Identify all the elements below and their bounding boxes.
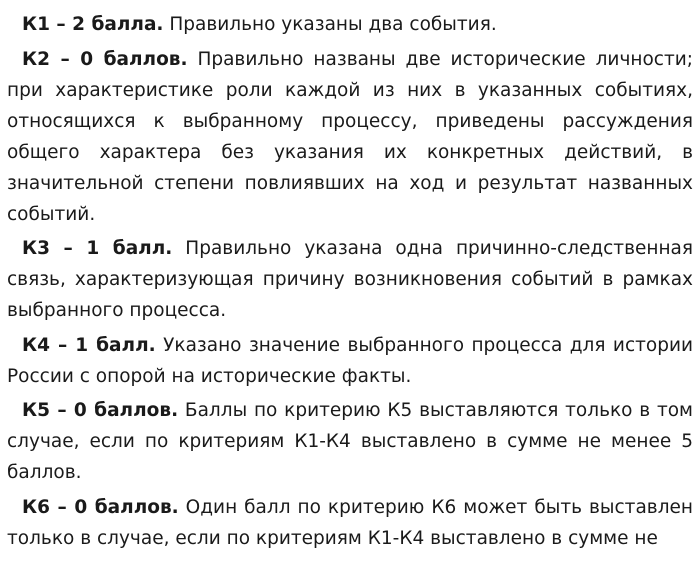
criterion-k4 bbox=[7, 330, 693, 392]
criterion-k5-label: К5 – 0 баллов. bbox=[22, 400, 179, 421]
criterion-k6-text: Один балл по критерию К6 может быть выставлен только в случае, если по критериям К1-К4 выставлено в сумме не bbox=[7, 496, 693, 549]
criterion-k1-text: Правильно указаны два события. bbox=[163, 14, 497, 35]
criterion-k3-label: К3 – 1 балл. bbox=[22, 238, 173, 259]
criterion-k4-label: К4 – 1 балл. bbox=[22, 334, 156, 356]
criterion-k3-text: Правильно указана одна причинно-следственная связь, характеризующая причину возникновения событий в рамках выбранного процесса. bbox=[7, 238, 694, 321]
criterion-k5 bbox=[7, 395, 693, 488]
criterion-k2-label: К2 – 0 баллов. bbox=[22, 48, 188, 70]
criterion-k6-label: К6 – 0 баллов. bbox=[22, 496, 179, 518]
criterion-k4-text: Указано значение выбранного процесса для истории России с опорой на исторические факты. bbox=[7, 334, 693, 387]
criterion-k2 bbox=[7, 44, 693, 230]
criterion-k5-text: Баллы по критерию К5 выставляются только в том случае, если по критериям К1-К4 выставлено в сумме не менее 5 баллов. bbox=[7, 400, 693, 483]
criterion-k3 bbox=[7, 233, 693, 326]
criterion-k2-text: Правильно названы две исторические личности; при характеристике роли каждой из них в указанных событиях, относящихся к выбранному процессу, приведены рассуждения общего характера без указания их конкретных действий, в значительной степени повлиявших на ход и результат названных событий. bbox=[7, 48, 693, 225]
criterion-k6 bbox=[7, 492, 693, 554]
criterion-k1-label: К1 – 2 балла. bbox=[22, 14, 164, 35]
criterion-k1 bbox=[7, 9, 693, 40]
document-body bbox=[7, 9, 693, 557]
